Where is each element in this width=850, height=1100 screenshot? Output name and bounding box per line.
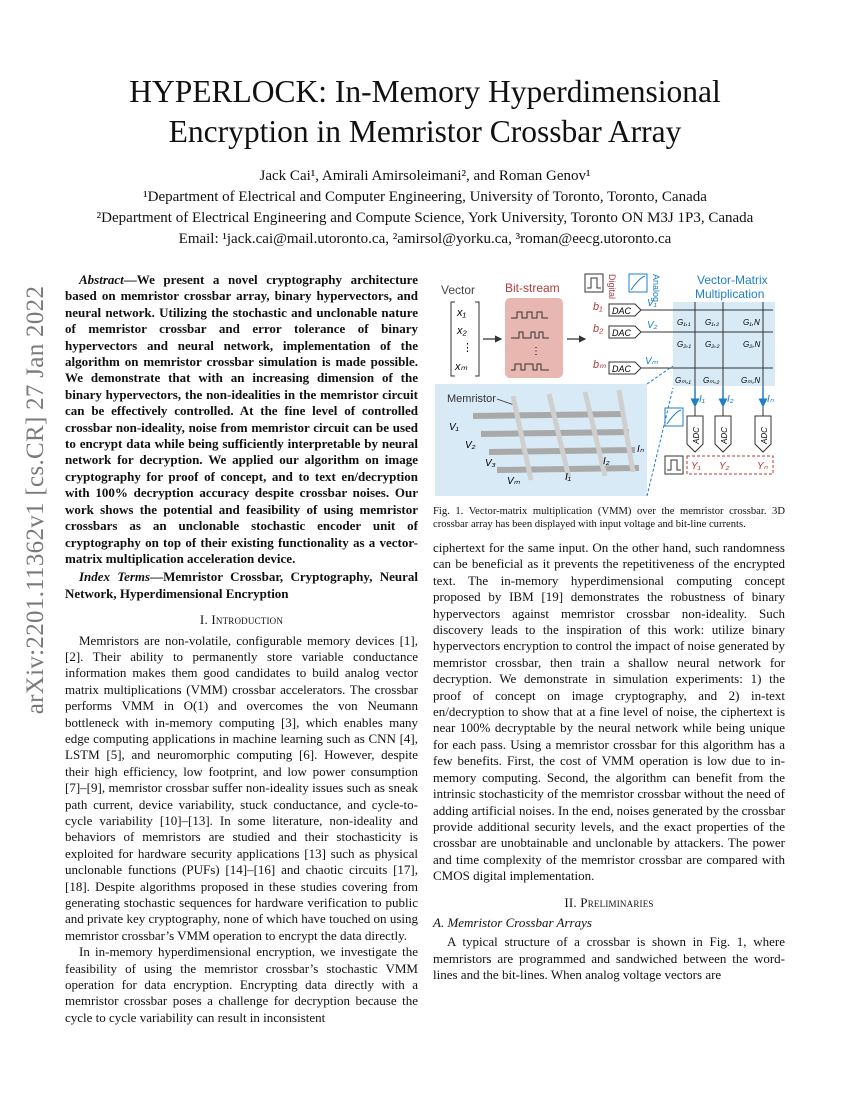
digital-icon [585,274,603,292]
section-heading-preliminaries: II. Preliminaries [564,894,654,910]
intro-paragraph-2: In in-memory hyperdimensional encryption, we investigate the feasibility of using the memristor crossbar’s stochastic VMM operation for data encryption. Encrypting data directly with a memristor crossbar poses a challenge for decryption because the cycle to cycle variability can result in inconsistent [65,944,418,1025]
dac-2-label: DAC [612,328,632,338]
figure-1 [433,266,785,498]
author-block [80,166,770,250]
right-column [433,540,785,984]
intro-paragraph-1: Memristors are non-volatile, configurable memory devices [1], [2]. Their ability to permanently store variable conductance information makes them good candidates to build analog vector matrix multiplications (VMM) crossbar accelerators. The crossbar performs VMM in O(1) and overcomes the von Neumann bottleneck with in-memory computing [3], which enables many edge computing applications in machine learning such as CNN [4], LSTM [5], and neuromorphic computing [6]. However, despite their high efficiency, low footprint, and low power consumption [7]–[9], memristor crossbar suffer non-ideality issues such as sneak path current, device variability, stuck conductance, and cycle-to-cycle variability [10]–[13]. In some literature, non-ideality and behaviors of memristors are studied and their stochasticity is exploited for hardware security applications [13] such as physical unclonable functions (PUFs) [14]–[16] and chaotic circuits [17], [18]. Despite algorithms proposed in these studies covering from generating stochastic sequences for hardware verification to public and private key cryptography, none of which have touched on using memristor crossbar’s VMM operation to encrypt the data directly. [65,632,418,943]
adc-digital-icon [665,456,683,474]
current-in: Iₙ [767,394,774,405]
abstract-label: Abstract [79,272,124,287]
vector-bracket-right [475,302,479,376]
author-emails: Email: ¹jack.cai@mail.utoronto.ca, ²amirsol@yorku.ca, ³roman@eecg.utoronto.ca [178,231,672,247]
bit-bm: bₘ [593,359,606,371]
cell-g1n: G₁,N [743,318,760,327]
bitstream-label: Bit-stream [505,281,560,295]
arxiv-sidebar [6,285,66,715]
zoom-line-bottom [647,388,673,496]
vmm-label-line1: Vector-Matrix [697,273,768,287]
cell-g11: G₁,₁ [677,318,691,327]
vmm-crossbar-diagram [433,266,785,498]
output-y1: Y₁ [691,461,701,472]
digital-label: Digital [607,274,617,300]
crossbar-v2: V₂ [465,440,476,451]
cell-g2n: G₂,N [743,340,761,349]
cell-g22: G₂,₂ [705,340,720,349]
cell-g21: G₂,₁ [677,340,692,349]
adc-2-label: ADC [720,427,729,444]
figure-caption: Fig. 1. Vector-matrix multiplication (VMM) over the memristor crossbar. 3D crossbar array has been displayed with input voltage and bit-line currents. [433,506,785,530]
crossbar-i2: I₂ [603,456,610,467]
bit-b2: b₂ [593,323,604,335]
volt-v1: V₁ [647,298,657,309]
volt-vm: Vₘ [645,356,658,367]
dac-1-label: DAC [612,306,632,316]
preliminaries-paragraph-1: A typical structure of a crossbar is shown in Fig. 1, where memristors are programmed and sandwiched between the word-lines and the bit-lines. When analog voltage vectors are [433,934,785,983]
current-i1: I₁ [699,394,705,405]
index-terms [65,569,418,602]
affiliation-1: ¹Department of Electrical and Computer Engineering, University of Toronto, Toronto, Canada [143,189,707,205]
title-line-2: Encryption in Memristor Crossbar Array [168,114,682,149]
arxiv-identifier: arXiv:2201.11362v1 [cs.CR] 27 Jan 2022 [22,285,49,715]
affiliation-2: ²Department of Electrical Engineering and Compute Science, York University, Toronto ON M3J 1P3, Canada [96,210,754,226]
vector-x2: x₂ [457,325,467,337]
cell-gm1: Gₘ,₁ [675,376,691,385]
vector-ellipsis: ⋮ [462,342,473,354]
adc-1-label: ADC [692,427,701,444]
index-terms-text: —Memristor Crossbar, Cryptography, Neural Network, Hyperdimensional Encryption [65,569,418,601]
adc-n-label: ADC [760,427,769,444]
cell-gm2: Gₘ,₂ [703,376,720,385]
paper-title [80,72,770,152]
crossbar-i1: I₁ [565,472,571,483]
crossbar-in: Iₙ [637,444,644,455]
crossbar-row-1 [473,414,623,416]
current-i2: I₂ [727,394,734,405]
crossbar-row-2 [481,432,629,434]
volt-v2: V₂ [647,320,658,331]
bitstream-ellipsis: ⋮ [531,346,541,357]
left-column [65,272,418,1026]
crossbar-v1: V₁ [449,422,459,433]
vmm-label-line2: Multiplication [695,287,765,301]
cell-gmn: Gₘ,N [741,376,761,385]
vector-xm: xₘ [455,361,468,373]
analog-label: Analog [651,274,661,303]
crossbar-vm: Vₘ [507,476,520,487]
bit-b1: b₁ [593,301,603,313]
abstract-text: —We present a novel cryptography architecture based on memristor crossbar array, binary hypervectors, and neural network. Utilizing the stochastic and unclonable nature of memristor crossbar and error tolerance of binary hypervectors and neural network, implementation of the algorithm on memristor crossbar simulation is made possible. We demonstrate that with an increasing dimension of the binary hypervectors, the non-idealities in the memristor circuit can be effectively controlled. At the fine level of controlled crossbar non-ideality, noise from memristor circuit can be used to encrypt data while being sufficiently interpretable by neural network for decryption. We applied our algorithm on image cryptography for proof of concept, and to text en/decryption with 100% decryption accuracy despite crossbar noises. Our work shows the potential and feasibility of using memristor crossbars as an unclonable stochastic encoder unit of cryptography on top of their existing functionality as a vector-matrix multiplication acceleration device. [65,272,418,566]
vector-label: Vector [441,283,476,297]
cell-g12: G₁,₂ [705,318,720,327]
title-line-1: HYPERLOCK: In-Memory Hyperdimensional [129,74,721,109]
output-y2: Y₂ [719,461,730,472]
author-names: Jack Cai¹, Amirali Amirsoleimani², and Roman Genov¹ [259,168,591,184]
dac-m-label: DAC [612,364,632,374]
crossbar-v3: V₃ [485,458,496,469]
index-terms-label: Index Terms [79,569,151,585]
subsection-heading-crossbar: A. Memristor Crossbar Arrays [433,914,592,930]
section-heading-introduction: I. Introduction [199,612,284,628]
output-yn: Yₙ [757,461,768,472]
vector-x1: x₁ [457,307,466,319]
intro-paragraph-3: ciphertext for the same input. On the other hand, such randomness can be beneficial as it prevents the repetitiveness of the encrypted text. The in-memory hyperdimensional computing concept proposed by IBM [19] demonstrates the robustness of binary hypervectors against memristor crossbar non-ideality. Such discovery leads to the inspiration of this work: utilize binary hypervectors encryption to control the impact of noise generated by memristor crossbar, then train a shallow neural network for decryption. We demonstrate in simulation experiments: 1) the proof of concept on image cryptography, and 2) in-text en/decryption to show that at a fine level of noise, the ciphertext is near 100% decryptable by the neural network while being unique for each pass. Using a memristor crossbar for this algorithm has a few benefits. First, the cost of VMM operation is low due to in-memory computing. Second, the algorithm can benefit from the intrinsic stochasticity of the memristor crossbar without the need of adding artificial noises. In the end, noises generated by the crossbar provide additional security levels, and the exact properties of the crossbar are unobtainable and unclonable by attackers. The power and time complexity of the memristor crossbar are compared with CMOS digital implementation. [433,540,785,884]
zoom-line-top [647,366,673,384]
abstract [65,272,418,567]
memristor-label: Memristor [447,393,496,405]
